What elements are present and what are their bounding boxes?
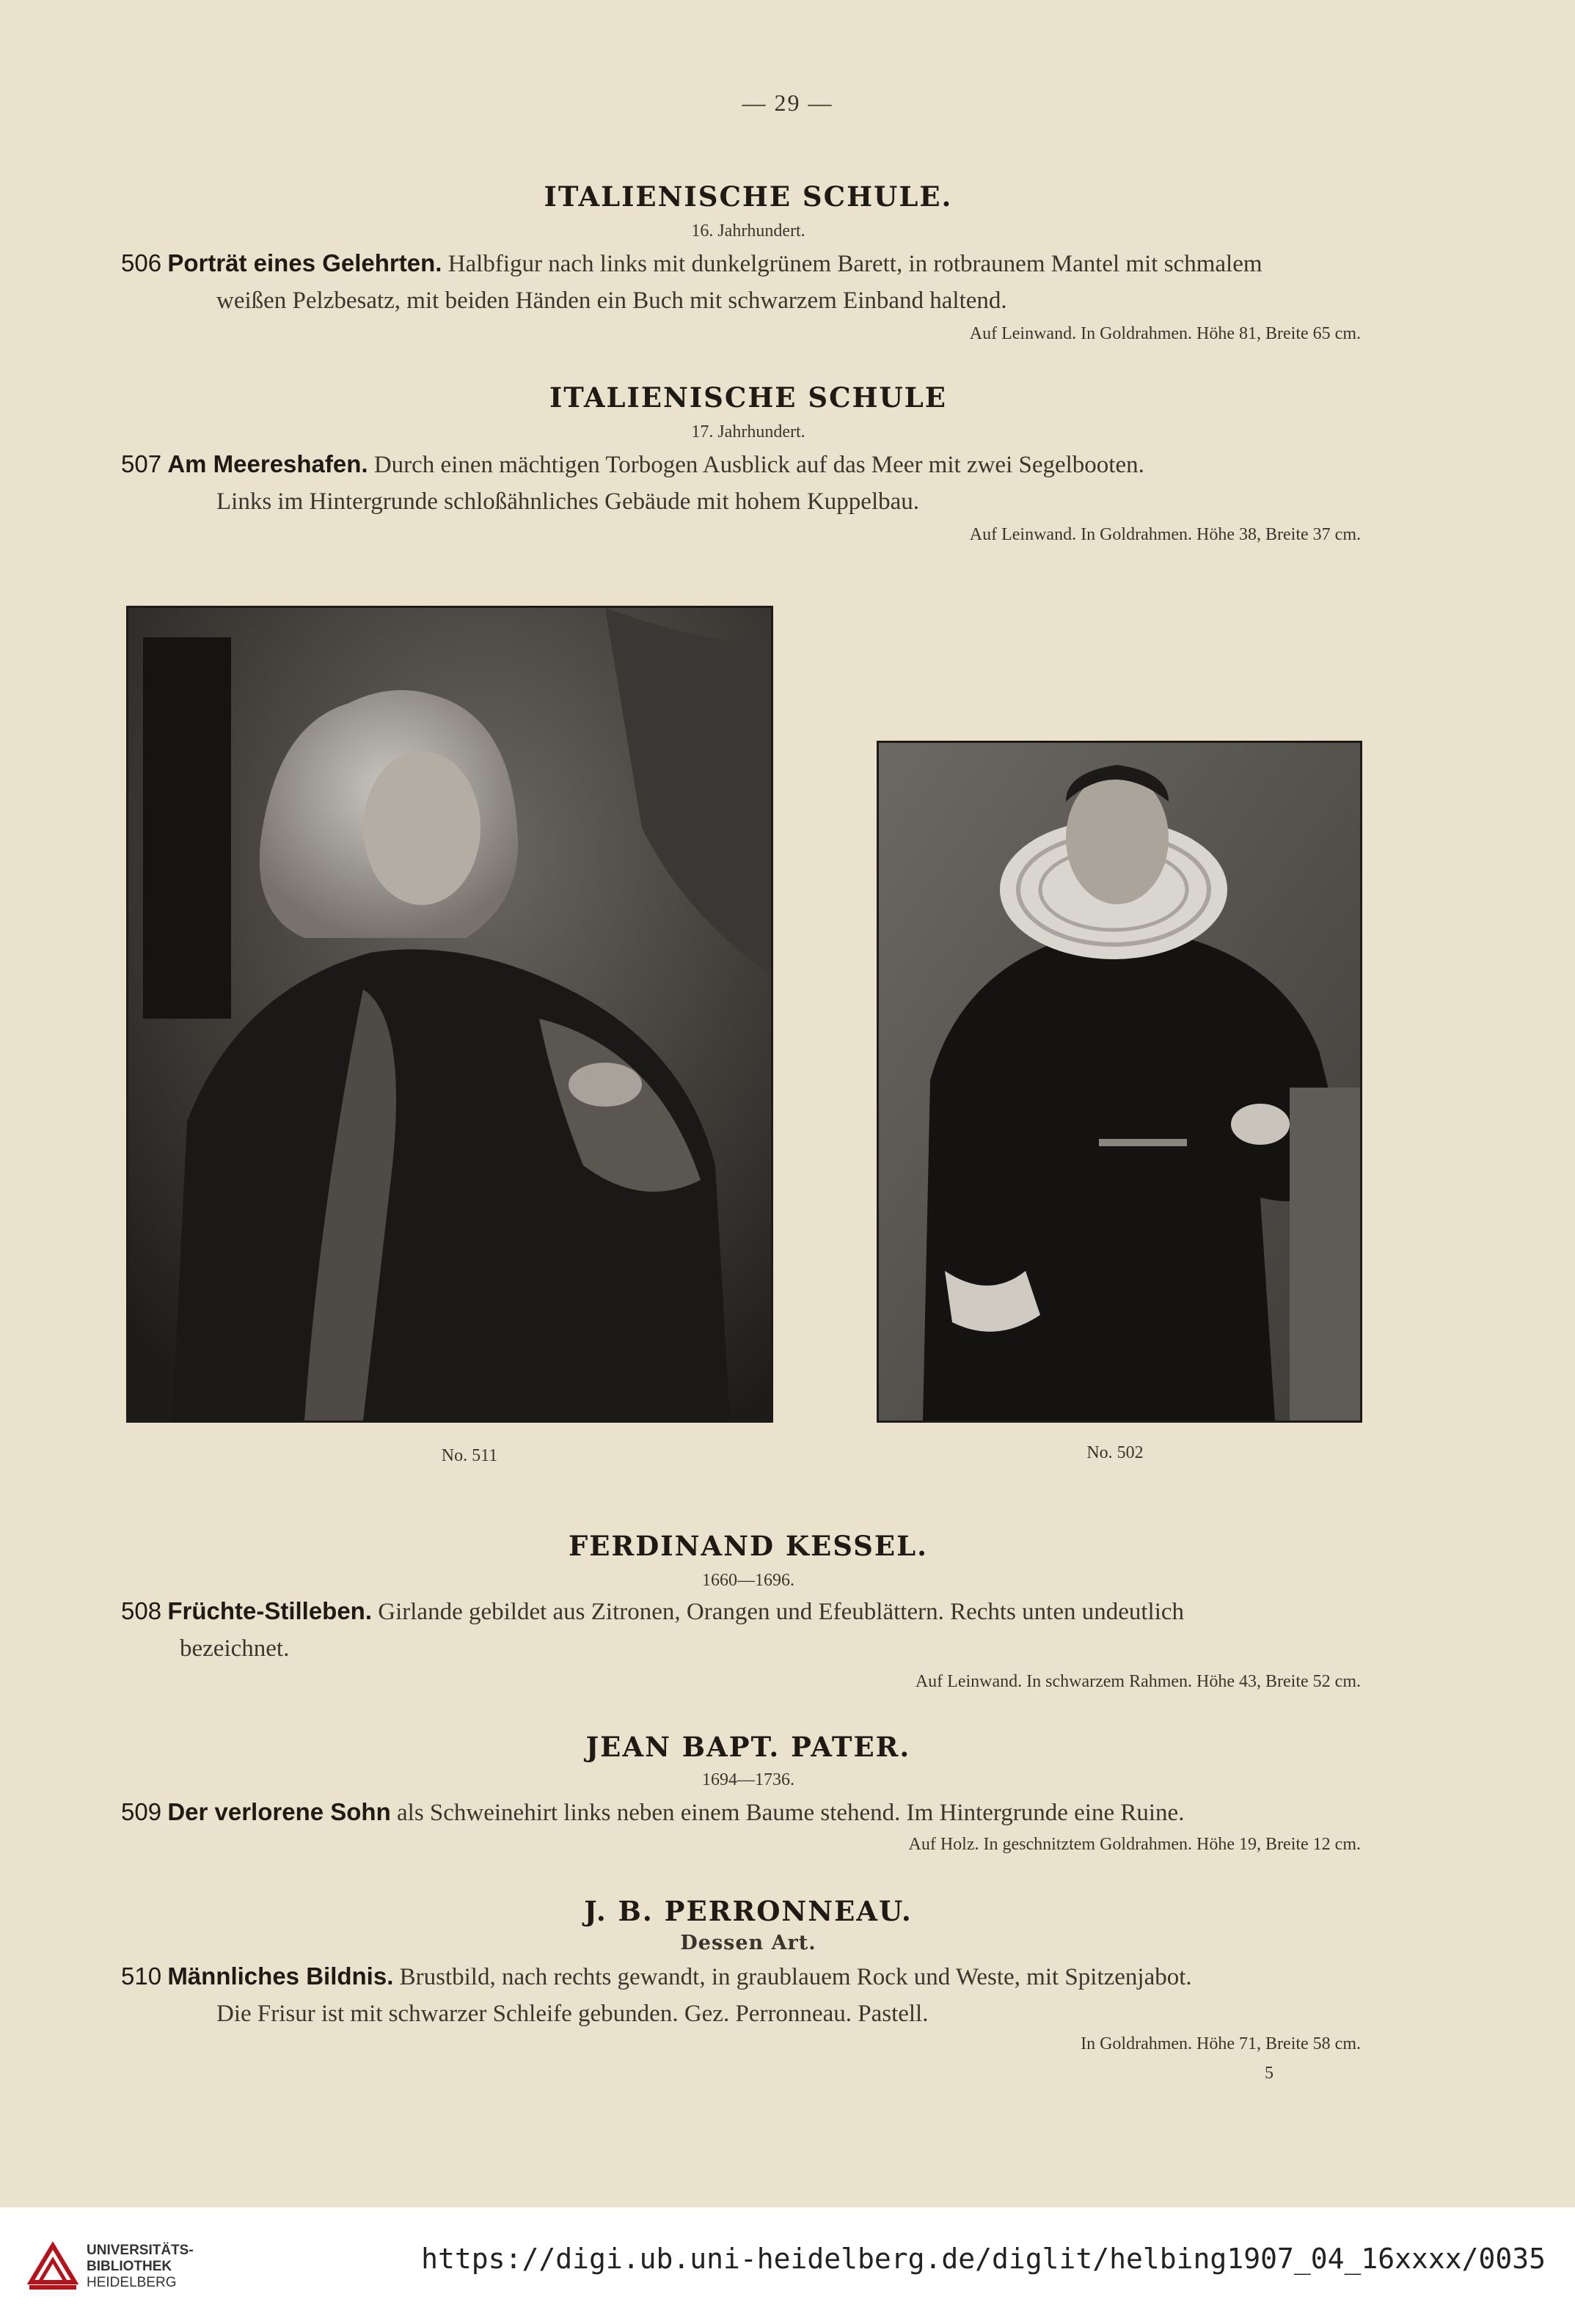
section-subtitle: 17. Jahrhundert. [691,422,805,441]
entry-description: Durch einen mächtigen Torbogen Ausblick auf das Meer mit zwei Segelbooten. [373,452,1144,478]
entry-description-cont: Die Frisur ist mit schwarzer Schleife gebunden. Gez. Perronneau. Pastell. [216,2001,929,2027]
entry-description: Halbfigur nach links mit dunkelgrünem Barett, in rotbraunem Mantel mit schmalem [447,251,1262,277]
plate-caption: No. 502 [1086,1443,1144,1462]
section-subtitle: Dessen Art. [680,1932,816,1954]
page-number: — 29 — [742,89,833,116]
entry-dimensions: Auf Leinwand. In Goldrahmen. Höhe 38, Breite 37 cm. [969,525,1361,544]
entry-dimensions: Auf Leinwand. In schwarzem Rahmen. Höhe 43, Breite 52 cm. [915,1672,1361,1691]
entry-line [121,245,1361,282]
entry-title: Früchte-Stilleben. [167,1597,373,1624]
entry-title: Am Meereshafen. [167,450,368,477]
entry-description: als Schweinehirt links neben einem Baume stehend. Im Hintergrunde eine Ruine. [397,1800,1185,1826]
entry-line [121,1794,1361,1831]
section-heading: ITALIENISCHE SCHULE. [544,180,953,213]
section-subtitle: 16. Jahrhundert. [691,221,805,241]
entry-line [121,1593,1361,1630]
entry-number: 507 [121,450,162,477]
entry-number: 509 [121,1798,162,1825]
entry-dimensions: Auf Leinwand. In Goldrahmen. Höhe 81, Breite 65 cm. [969,324,1361,343]
portrait-plate-511 [126,606,773,1423]
section-heading: ITALIENISCHE SCHULE [549,381,947,414]
entry-title: Der verlorene Sohn [167,1798,391,1825]
entry-line [121,1958,1361,1995]
portrait-plate-502 [877,741,1362,1423]
section-heading: FERDINAND KESSEL. [568,1530,928,1562]
catalog-entry [121,245,1361,319]
entry-title: Männliches Bildnis. [167,1962,394,1990]
section-subtitle: 1660—1696. [702,1571,794,1590]
library-name-line: BIBLIOTHEK [87,2259,172,2274]
section-heading: J. B. PERRONNEAU. [584,1895,913,1927]
entry-title: Porträt eines Gelehrten. [167,249,442,276]
library-name-line: UNIVERSITÄTS- [87,2243,194,2258]
viewer-footer [0,2207,1575,2324]
entry-description-cont: weißen Pelzbesatz, mit beiden Händen ein Buch mit schwarzem Einband haltend. [216,287,1007,314]
portrait-nobleman-image [128,608,771,1421]
section-heading: JEAN BAPT. PATER. [585,1731,911,1763]
entry-number: 510 [121,1962,162,1990]
catalog-entry [121,446,1361,520]
entry-description: Girlande gebildet aus Zitronen, Orangen und Efeublättern. Rechts unten undeutlich [378,1599,1185,1625]
entry-dimensions: Auf Holz. In geschnitztem Goldrahmen. Höhe 19, Breite 12 cm. [908,1835,1361,1854]
portrait-ruff-collar-image [879,743,1360,1421]
university-library-logo-icon [23,2231,93,2301]
signature-mark: 5 [1265,2064,1273,2083]
catalog-entry [121,1958,1361,2032]
library-name-line: HEIDELBERG [87,2275,177,2290]
plate-caption: No. 511 [441,1446,498,1465]
section-subtitle: 1694—1736. [702,1770,794,1789]
entry-line [121,446,1361,483]
entry-description: Brustbild, nach rechts gewandt, in graublauem Rock und Weste, mit Spitzenjabot. [399,1964,1192,1990]
entry-description-cont: Links im Hintergrunde schloßähnliches Gebäude mit hohem Kuppelbau. [216,488,920,515]
catalog-entry [121,1794,1361,1831]
entry-dimensions: In Goldrahmen. Höhe 71, Breite 58 cm. [1081,2034,1361,2053]
entry-description-cont: bezeichnet. [180,1635,290,1662]
library-name [87,2243,194,2291]
permalink-url[interactable]: https://digi.ub.uni-heidelberg.de/diglit/helbing1907_04_16xxxx/0035 [421,2243,1546,2275]
entry-number: 508 [121,1597,162,1624]
catalog-entry [121,1593,1361,1667]
entry-number: 506 [121,249,162,276]
